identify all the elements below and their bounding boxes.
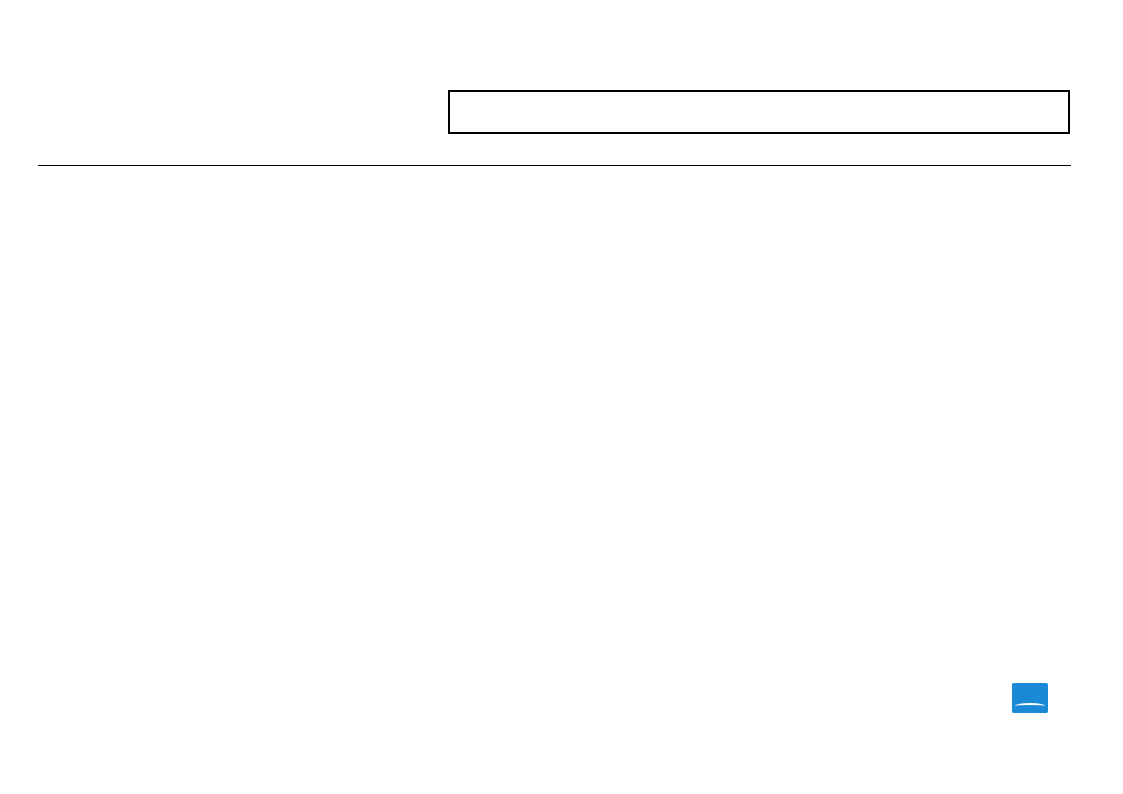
period: [47, 115, 77, 125]
monsterpunt-box: [448, 90, 1070, 134]
header-divider: [38, 165, 1071, 166]
logo-wave: [1015, 703, 1045, 709]
riwa-logo: [1012, 683, 1048, 713]
